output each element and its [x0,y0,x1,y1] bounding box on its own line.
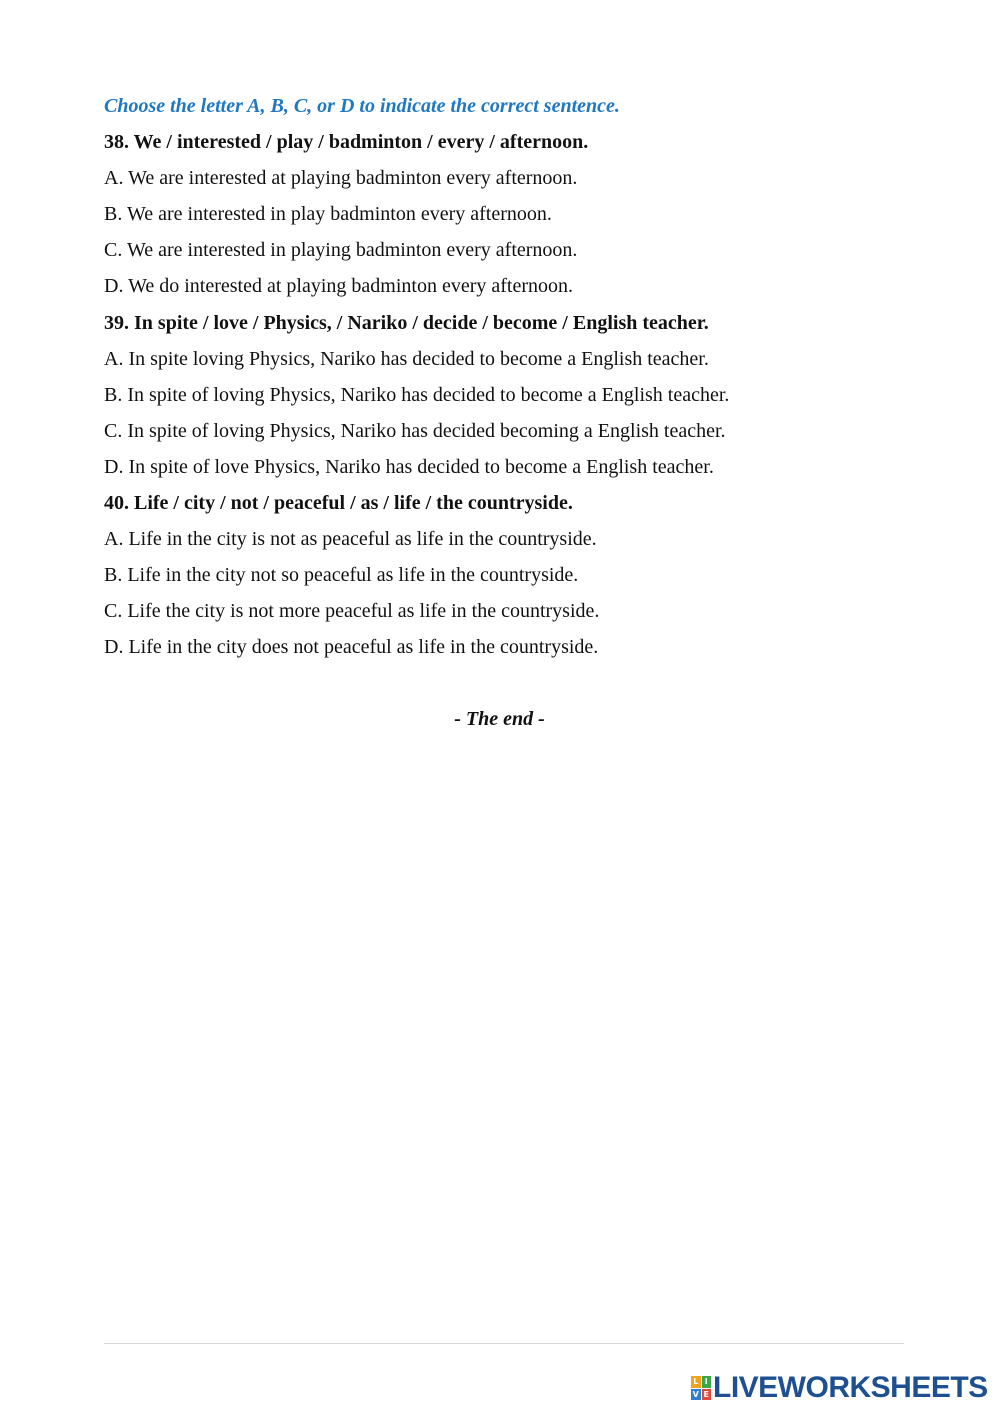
option-a[interactable]: A. In spite loving Physics, Nariko has decided to become a English teacher. [104,347,709,370]
liveworksheets-mark-icon [691,1376,711,1400]
option-c[interactable]: C. Life the city is not more peaceful as life in the countryside. [104,600,600,623]
option-b[interactable]: B. Life in the city not so peaceful as life in the countryside. [104,564,579,587]
option-b[interactable]: B. In spite of loving Physics, Nariko has decided to become a English teacher. [104,383,730,406]
option-a[interactable]: A. We are interested at playing badminton every afternoon. [104,167,578,190]
footer-divider [104,1343,904,1344]
option-c[interactable]: C. In spite of loving Physics, Nariko has decided becoming a English teacher. [104,419,726,442]
closing-text: - The end - [454,708,545,730]
question-prompt: 40. Life / city / not / peaceful / as / life / the countryside. [104,492,573,515]
question-prompt: 39. In spite / love / Physics, / Nariko / decide / become / English teacher. [104,311,709,334]
instruction-text: Choose the letter A, B, C, or D to indicate the correct sentence. [104,95,620,117]
question-prompt: 38. We / interested / play / badminton / every / afternoon. [104,131,589,154]
option-c[interactable]: C. We are interested in playing badminton every afternoon. [104,239,578,262]
question-section [104,88,904,666]
option-d[interactable]: D. Life in the city does not peaceful as life in the countryside. [104,636,599,659]
logo-tile-i: I [702,1376,712,1388]
question-40 [104,485,904,665]
logo-tile-v: V [692,1389,699,1399]
option-a[interactable]: A. Life in the city is not as peaceful as life in the countryside. [104,528,597,551]
option-d[interactable]: D. In spite of love Physics, Nariko has decided to become a English teacher. [104,455,714,478]
question-39 [104,305,904,485]
brand-name: LIVEWORKSHEETS [713,1371,988,1404]
liveworksheets-logo [691,1371,988,1405]
logo-tile-e: E [702,1389,712,1401]
option-d[interactable]: D. We do interested at playing badminton every afternoon. [104,275,573,298]
option-b[interactable]: B. We are interested in play badminton every afternoon. [104,203,552,226]
question-38 [104,124,904,304]
logo-tile-l: L [691,1376,701,1388]
